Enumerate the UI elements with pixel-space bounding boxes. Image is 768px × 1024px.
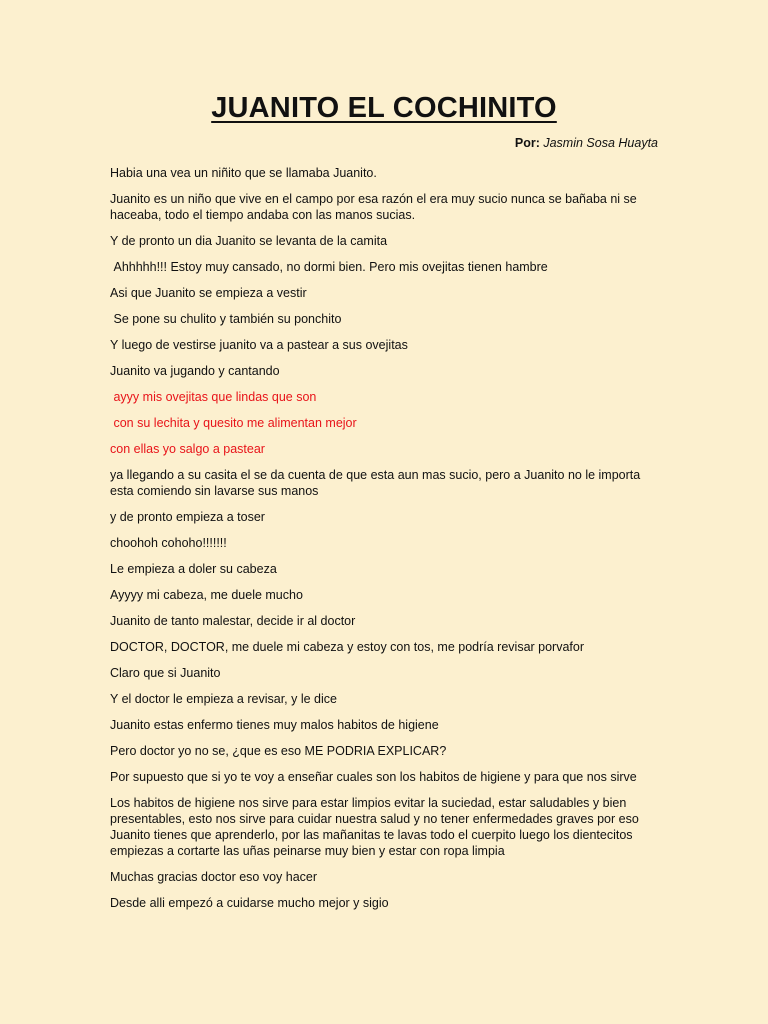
story-paragraph: Claro que si Juanito <box>110 666 221 680</box>
document-title: JUANITO EL COCHINITO <box>211 92 557 124</box>
author-name: Jasmin Sosa Huayta <box>543 136 658 150</box>
author-line <box>110 135 658 151</box>
story-paragraph: Le empieza a doler su cabeza <box>110 562 277 576</box>
story-paragraph: choohoh cohoho!!!!!!! <box>110 536 227 550</box>
story-paragraph: Por supuesto que si yo te voy a enseñar cuales son los habitos de higiene y para que nos sirve <box>110 770 637 784</box>
story-paragraph: Y de pronto un dia Juanito se levanta de la camita <box>110 234 388 248</box>
story-paragraph: Juanito estas enfermo tienes muy malos habitos de higiene <box>110 718 439 732</box>
story-paragraph: Juanito de tanto malestar, decide ir al doctor <box>110 614 356 628</box>
author-label: Por: <box>514 136 540 150</box>
story-paragraph: Ahhhhh!!! Estoy muy cansado, no dormi bien. Pero mis ovejitas tienen hambre <box>110 260 548 274</box>
story-body <box>110 165 658 911</box>
story-paragraph: ya llegando a su casita el se da cuenta de que esta aun mas sucio, pero a Juanito no le importa esta comiendo sin lavarse sus manos <box>110 468 644 498</box>
story-paragraph: Ayyyy mi cabeza, me duele mucho <box>110 588 303 602</box>
story-paragraph: Muchas gracias doctor eso voy hacer <box>110 870 318 884</box>
story-paragraph: Y el doctor le empieza a revisar, y le dice <box>110 692 337 706</box>
story-paragraph: Juanito va jugando y cantando <box>110 364 280 378</box>
song-line: con su lechita y quesito me alimentan mejor <box>110 416 357 430</box>
story-paragraph: Desde alli empezó a cuidarse mucho mejor y sigio <box>110 896 389 910</box>
story-paragraph: y de pronto empieza a toser <box>110 510 265 524</box>
song-line: con ellas yo salgo a pastear <box>110 442 265 456</box>
story-paragraph: Pero doctor yo no se, ¿que es eso ME PODRIA EXPLICAR? <box>110 744 447 758</box>
story-paragraph: Habia una vea un niñito que se llamaba Juanito. <box>110 166 377 180</box>
story-paragraph: Y luego de vestirse juanito va a pastear a sus ovejitas <box>110 338 408 352</box>
story-paragraph: Los habitos de higiene nos sirve para estar limpios evitar la suciedad, estar saludables y bien presentables, esto nos sirve para cuidar nuestra salud y no tener enfermedades graves por eso Juanito tienes que aprenderlo, por las mañanitas te lavas todo el cuerpito luego los dientecitos empiezas a cortarte las uñas peinarse muy bien y estar con ropa limpia <box>110 796 643 858</box>
story-paragraph: Se pone su chulito y también su ponchito <box>110 312 342 326</box>
song-line: ayyy mis ovejitas que lindas que son <box>110 390 317 404</box>
story-paragraph: Juanito es un niño que vive en el campo por esa razón el era muy sucio nunca se bañaba ni se haceaba, todo el tiempo andaba con las manos sucias. <box>110 192 641 222</box>
story-paragraph: DOCTOR, DOCTOR, me duele mi cabeza y estoy con tos, me podría revisar porvafor <box>110 640 585 654</box>
story-paragraph: Asi que Juanito se empieza a vestir <box>110 286 307 300</box>
